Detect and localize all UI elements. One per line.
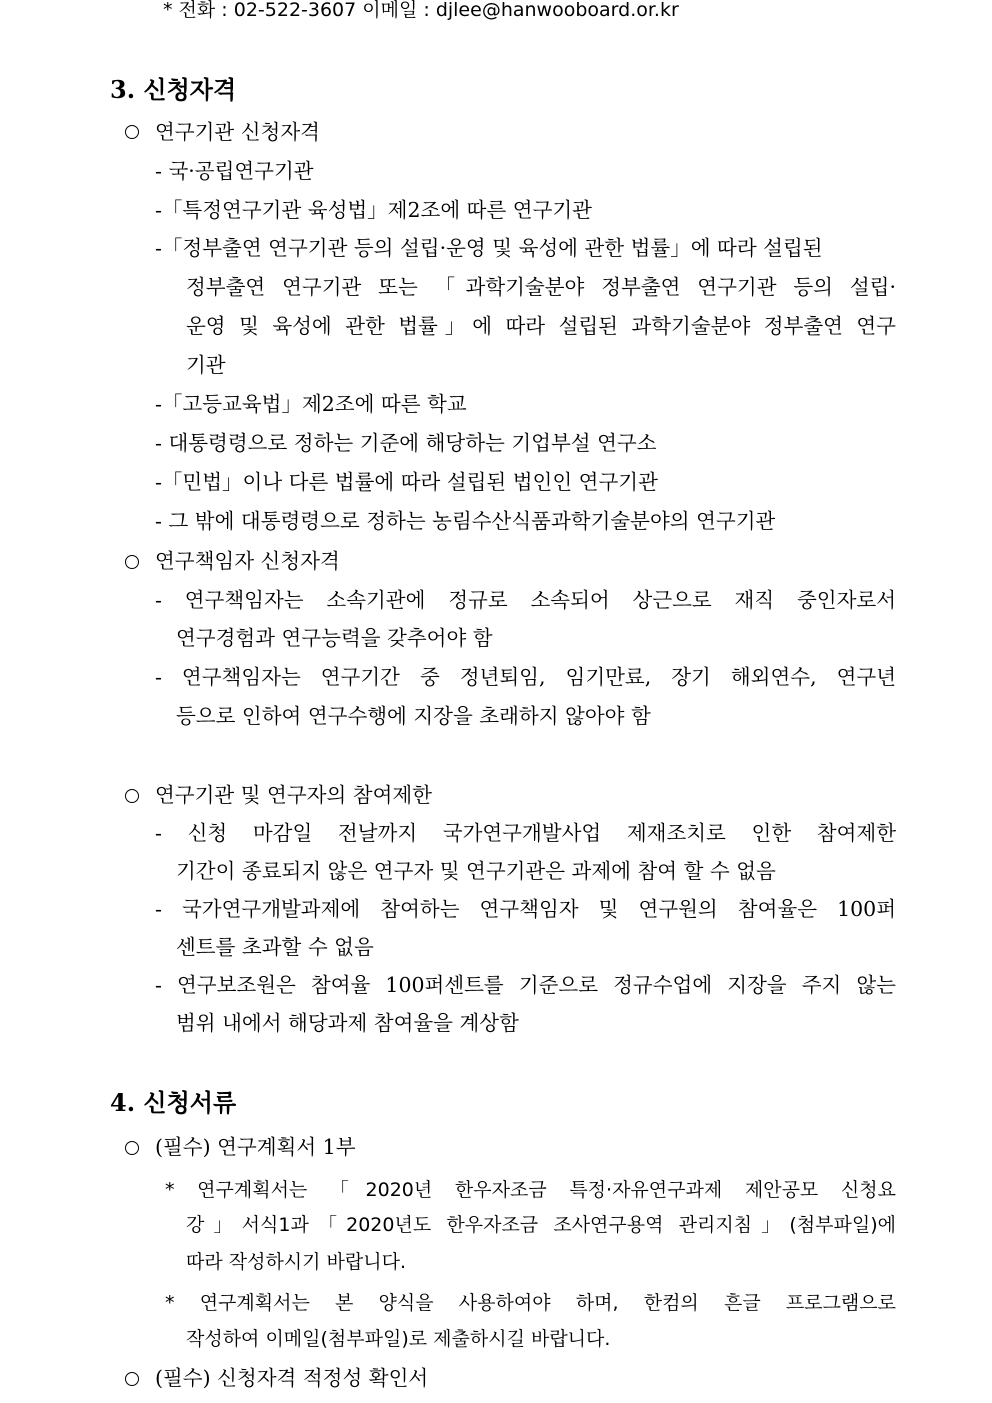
contact-info-line: * 전화 : 02-522-3607 이메일 : djlee@hanwooboard.or.kr [163, 0, 679, 21]
list-item-continuation: 운영 및 육성에 관한 법률」에 따라 설립된 과학기술분야 정부출연 연구 [186, 314, 896, 338]
note-line: * 연구계획서는 「2020년 한우자조금 특정·자유연구과제 제안공모 신청요 [165, 1179, 896, 1201]
list-item: -「민법」이나 다른 법률에 따라 설립된 법인인 연구기관 [155, 470, 658, 494]
list-item: -「특정연구기관 육성법」제2조에 따른 연구기관 [155, 198, 592, 222]
list-item: - 연구책임자는 소속기관에 정규로 소속되어 상근으로 재직 중인자로서 [155, 588, 896, 612]
list-item: - 연구책임자는 연구기간 중 정년퇴임, 임기만료, 장기 해외연수, 연구년 [155, 665, 896, 689]
list-item-continuation: 범위 내에서 해당과제 참여율을 계상함 [176, 1011, 519, 1035]
list-item: - 국·공립연구기관 [155, 159, 314, 183]
circle-bullet-icon [125, 789, 139, 803]
section-4-heading: 4. 신청서류 [110, 1088, 237, 1117]
circle-bullet-icon [125, 125, 139, 139]
list-item-continuation: 기간이 종료되지 않은 연구자 및 연구기관은 과제에 참여 할 수 없음 [176, 859, 776, 883]
note-line: * 연구계획서는 본 양식을 사용하여야 하며, 한컴의 흔글 프로그램으로 [165, 1292, 896, 1314]
section-3-heading: 3. 신청자격 [110, 75, 237, 104]
list-item-continuation: 정부출연 연구기관 또는 「과학기술분야 정부출연 연구기관 등의 설립· [186, 275, 896, 299]
list-item-continuation: 센트를 초과할 수 없음 [176, 935, 374, 959]
eligibility-confirmation-label: (필수) 신청자격 적정성 확인서 [155, 1366, 429, 1390]
note-line: 작성하여 이메일(첨부파일)로 제출하시길 바랍니다. [186, 1328, 611, 1350]
institution-eligibility-label: 연구기관 신청자격 [155, 120, 320, 144]
list-item-continuation: 연구경험과 연구능력을 갖추어야 함 [176, 626, 493, 650]
list-item: - 신청 마감일 전날까지 국가연구개발사업 제재조치로 인한 참여제한 [155, 821, 896, 845]
circle-bullet-icon [125, 1372, 139, 1386]
note-line: 강」서식1과「2020년도 한우자조금 조사연구용역 관리지침」(첨부파일)에 [186, 1214, 896, 1236]
list-item: - 국가연구개발과제에 참여하는 연구책임자 및 연구원의 참여율은 100퍼 [155, 897, 896, 921]
participation-restriction-label: 연구기관 및 연구자의 참여제한 [155, 783, 432, 807]
note-line: 따라 작성하시기 바랍니다. [186, 1251, 407, 1273]
list-item: - 연구보조원은 참여율 100퍼센트를 기준으로 정규수업에 지장을 주지 않는 [155, 973, 896, 997]
list-item-continuation: 기관 [186, 353, 226, 377]
list-item: - 대통령령으로 정하는 기준에 해당하는 기업부설 연구소 [155, 431, 657, 455]
researcher-eligibility-label: 연구책임자 신청자격 [155, 549, 340, 573]
list-item: - 그 밖에 대통령령으로 정하는 농림수산식품과학기술분야의 연구기관 [155, 509, 776, 533]
research-plan-label: (필수) 연구계획서 1부 [155, 1135, 356, 1159]
circle-bullet-icon [125, 1141, 139, 1155]
circle-bullet-icon [125, 555, 139, 569]
list-item: -「고등교육법」제2조에 따른 학교 [155, 392, 467, 416]
list-item-continuation: 등으로 인하여 연구수행에 지장을 초래하지 않아야 함 [176, 704, 651, 728]
list-item: -「정부출연 연구기관 등의 설립·운영 및 육성에 관한 법률」에 따라 설립된 [155, 236, 823, 260]
